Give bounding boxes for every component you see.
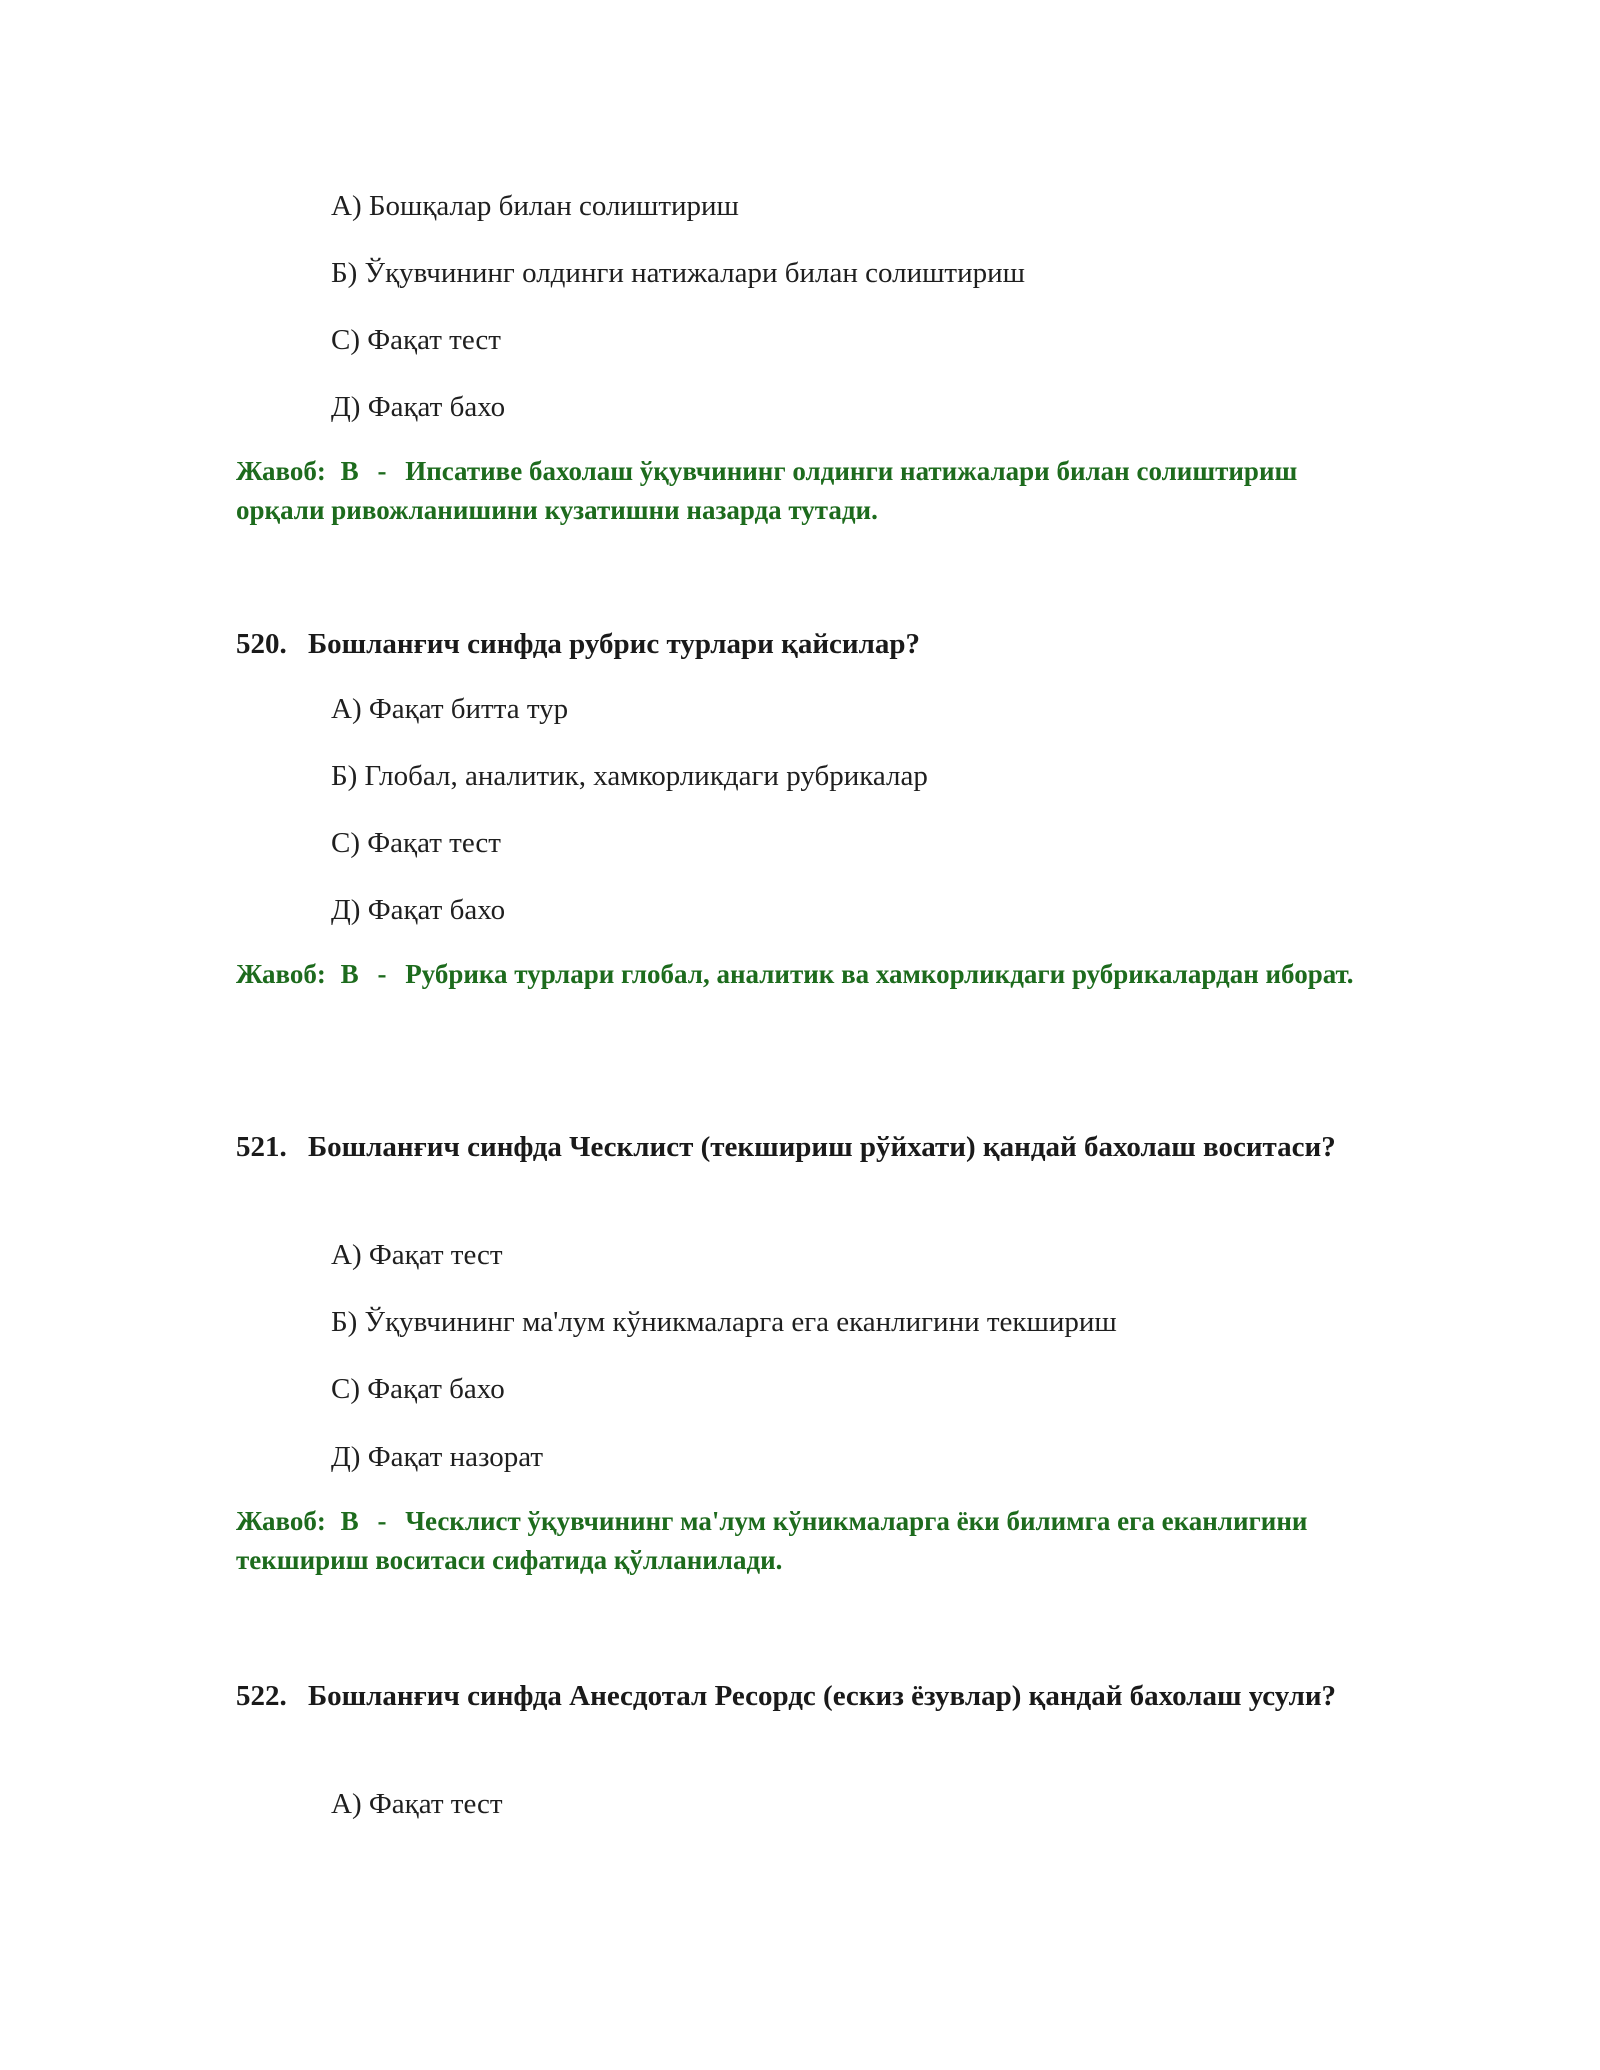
question-text: Бошланғич синфда Ческлист (текшириш рўйхати) қандай бахолаш воситаси? xyxy=(308,1131,1336,1163)
answer-label: Жавоб: xyxy=(236,959,326,989)
answer-block xyxy=(236,955,1386,994)
option-a: А) Фақат тест xyxy=(331,1788,503,1820)
question-number: 521. xyxy=(236,1131,287,1163)
answer-letter: B xyxy=(340,1506,359,1536)
option-c: С) Фақат тест xyxy=(331,827,501,859)
option-c: С) Фақат бахо xyxy=(331,1373,505,1405)
question-521 xyxy=(236,1127,1386,1168)
question-number: 522. xyxy=(236,1680,287,1712)
option-c: С) Фақат тест xyxy=(331,324,501,356)
answer-dash: - xyxy=(377,456,387,486)
answer-text: Ческлист ўқувчининг ма'лум кўникмаларга ёки билимга ега еканлигини текшириш воситаси сифатида қўлланилади. xyxy=(236,1506,1308,1575)
option-d: Д) Фақат бахо xyxy=(331,391,506,423)
option-a: А) Бошқалар билан солиштириш xyxy=(331,190,739,222)
answer-label: Жавоб: xyxy=(236,456,326,486)
answer-text: Рубрика турлари глобал, аналитик ва хамкорликдаги рубрикалардан иборат. xyxy=(405,959,1354,989)
option-a: А) Фақат тест xyxy=(331,1239,503,1271)
question-520 xyxy=(236,624,1386,665)
option-b: Б) Ўқувчининг олдинги натижалари билан солиштириш xyxy=(331,257,1025,289)
option-b: Б) Глобал, аналитик, хамкорликдаги рубрикалар xyxy=(331,760,928,792)
answer-letter: B xyxy=(340,959,359,989)
question-number: 520. xyxy=(236,628,287,660)
option-a: А) Фақат битта тур xyxy=(331,693,569,725)
answer-block xyxy=(236,452,1386,530)
question-text: Бошланғич синфда рубрис турлари қайсилар? xyxy=(308,628,921,660)
answer-label: Жавоб: xyxy=(236,1506,326,1536)
option-d: Д) Фақат назорат xyxy=(331,1441,544,1473)
answer-dash: - xyxy=(377,959,387,989)
option-d: Д) Фақат бахо xyxy=(331,894,506,926)
answer-letter: B xyxy=(340,456,359,486)
answer-dash: - xyxy=(377,1506,387,1536)
question-522 xyxy=(236,1676,1386,1717)
answer-text: Ипсативе бахолаш ўқувчининг олдинги натижалари билан солиштириш орқали ривожланишини кузатишни назарда тутади. xyxy=(236,456,1298,525)
question-text: Бошланғич синфда Анесдотал Ресордс (ескиз ёзувлар) қандай бахолаш усули? xyxy=(308,1680,1337,1712)
answer-block xyxy=(236,1502,1386,1580)
option-b: Б) Ўқувчининг ма'лум кўникмаларга ега еканлигини текшириш xyxy=(331,1306,1117,1338)
